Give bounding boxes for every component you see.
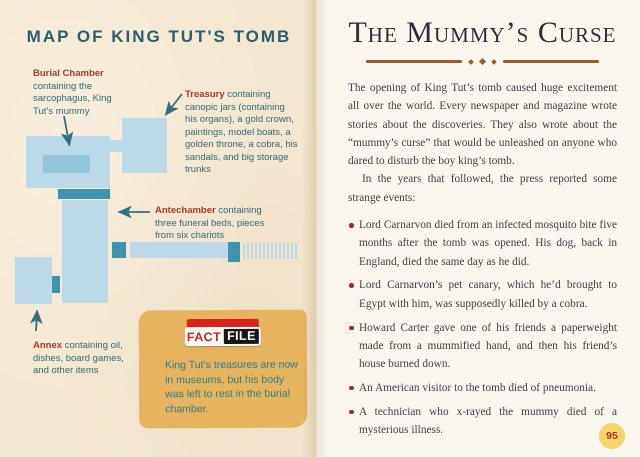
article-paragraph: In the years that followed, the press reported some strange events: xyxy=(348,173,617,204)
fact-file-badge xyxy=(185,319,261,346)
curse-events-list xyxy=(348,216,617,439)
annex-room xyxy=(15,257,52,304)
burial-chamber-label-text: containing the sarcophagus, King Tut’s mummy xyxy=(33,80,112,117)
divider-line-left xyxy=(366,60,462,62)
burial-chamber-label xyxy=(33,68,130,118)
list-item-text: A technician who x-rayed the mummy died of a mysterious illness. xyxy=(359,405,617,437)
article-page xyxy=(318,0,640,457)
list-item xyxy=(348,319,617,374)
antechamber-label-text: containing three funeral beds, pieces from six chariots xyxy=(155,205,265,241)
title-divider xyxy=(348,59,617,64)
treasury-label xyxy=(185,89,298,177)
antechamber-room xyxy=(62,200,108,303)
bullet-dot xyxy=(349,283,354,288)
list-item-text: Howard Carter gave one of his friends a paperweight made from a mummified hand, and then his friend’s house burned down. xyxy=(359,321,617,371)
burial-chamber-label-title: Burial Chamber xyxy=(33,68,104,79)
antechamber-label xyxy=(155,205,284,243)
map-title: MAP OF KING TUT'S TOMB xyxy=(26,27,292,46)
article-paragraph: The opening of King Tut’s tomb caused huge excitement all over the world. Every newspaper and magazine wrote stories about the discoveries. They also wrote about the “mummy’s curse” that would be unleashed on anyone who dared to disturb the boy king’s tomb. xyxy=(348,82,617,168)
list-item-text: An American visitor to the tomb died of pneumonia. xyxy=(359,381,596,394)
burial-doorway xyxy=(58,189,110,199)
list-item xyxy=(348,403,617,440)
arrow-to-annex xyxy=(36,313,37,331)
fact-file-text: King Tut’s treasures are now in museums, but his body was left to rest in the burial chamber. xyxy=(164,358,298,415)
treasury-room xyxy=(122,118,167,173)
divider-dot xyxy=(479,58,486,65)
antechamber-label-title: Antechamber xyxy=(155,205,216,216)
entrance-stairs xyxy=(243,243,298,259)
divider-dot xyxy=(468,59,474,65)
bullet-dot xyxy=(349,223,354,228)
list-item xyxy=(348,216,617,271)
annex-label xyxy=(33,340,125,378)
bullet-dot xyxy=(349,386,354,391)
corridor-doorway-outer xyxy=(228,242,240,262)
fact-file-box xyxy=(139,310,308,429)
arrow-to-treasury xyxy=(167,94,182,113)
bullet-dot xyxy=(349,326,354,331)
bullet-dot xyxy=(349,410,354,415)
list-item xyxy=(348,379,617,397)
fact-file-badge-file: FILE xyxy=(224,329,259,344)
article-title: The Mummy’s Curse xyxy=(348,16,617,49)
fact-file-badge-chip xyxy=(185,327,261,346)
corridor-doorway-inner xyxy=(112,242,126,258)
annex-doorway xyxy=(52,276,60,293)
page-number: 95 xyxy=(606,430,618,442)
divider-dot xyxy=(491,59,497,65)
map-page xyxy=(0,0,318,457)
treasury-label-text: containing canopic jars (containing his organs), a gold crown, paintings, model boats, a golden throne, a cobra, his sandals, and big storage trunks xyxy=(185,89,298,175)
sarcophagus xyxy=(43,155,90,173)
entrance-corridor xyxy=(130,242,228,258)
fact-file-badge-fact: FACT xyxy=(186,329,222,344)
list-item-text: Lord Carnarvon’s pet canary, which he’d brought to Egypt with him, was supposedly killed by a cobra. xyxy=(359,279,617,310)
list-item xyxy=(348,276,617,313)
annex-label-title: Annex xyxy=(33,340,63,351)
treasury-label-title: Treasury xyxy=(185,89,225,100)
page-number-badge xyxy=(599,423,625,449)
annex-label-text: containing oil, dishes, board games, and other items xyxy=(33,340,124,376)
divider-line-right xyxy=(503,60,599,62)
list-item-text: Lord Carnarvon died from an infected mosquito bite five months after the tomb was opened. His dog, back in England, died the same day as he did. xyxy=(359,219,617,268)
